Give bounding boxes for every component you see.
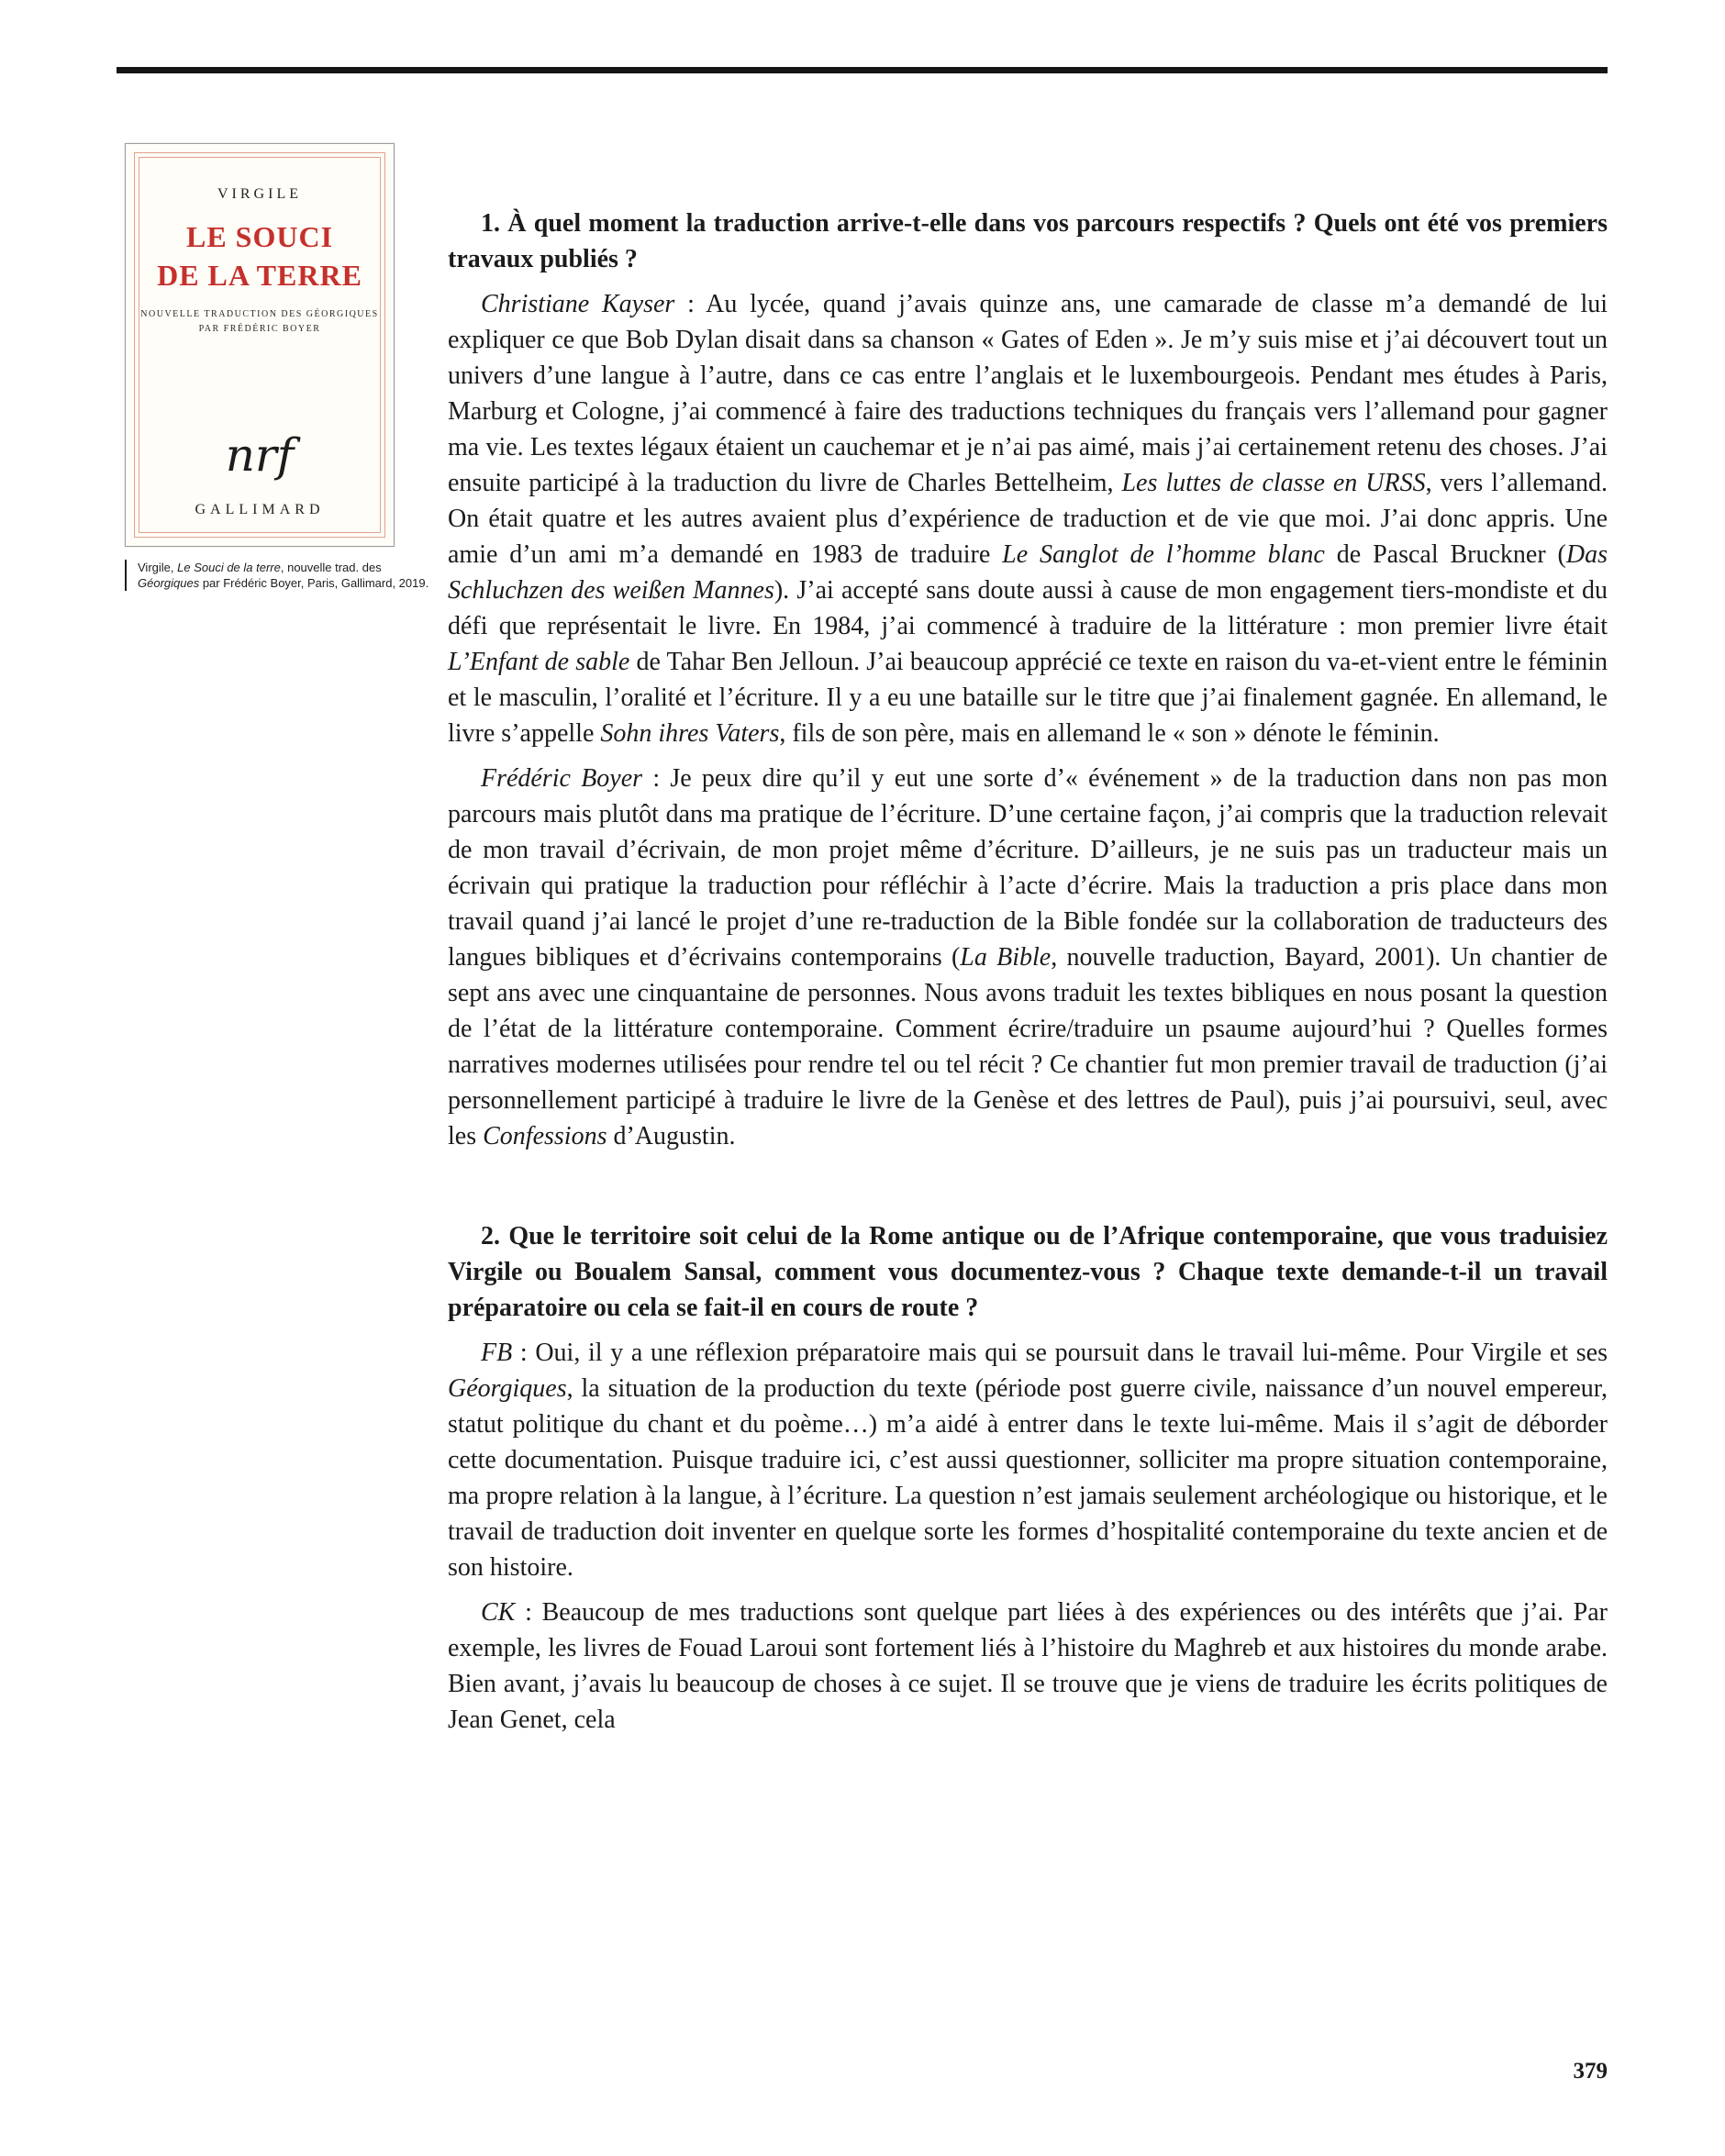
nrf-logo: nrf	[225, 428, 295, 482]
paragraph-kayser: Christiane Kayser : Au lycée, quand j’avais quinze ans, une camarade de classe m’a demandé de lui expliquer ce que Bob Dylan disait dans sa chanson « Gates of Eden ». Je m’y suis mise et j’ai découvert tout un univers d’une langue à l’autre, dans ce cas entre l’anglais et le luxembourgeois. Pendant mes études à Paris, Marburg et Cologne, j’ai commencé à faire des traductions techniques du français vers l’allemand pour gagner ma vie. Les textes légaux étaient un cauchemar et je n’ai pas aimé, mais j’ai certainement retenu des choses. J’ai ensuite participé à la traduction du livre de Charles Bettelheim, Les luttes de classe en URSS, vers l’allemand. On était quatre et les autres avaient plus d’expérience de traduction et de vie que moi. J’ai donc appris. Une amie d’un ami m’a demandé en 1983 de traduire Le Sanglot de l’homme blanc de Pascal Bruckner (Das Schluchzen des weißen Mannes). J’ai accepté sans doute aussi à cause de mon engagement tiers-mondiste et du défi que représentait le livre. En 1984, j’ai commencé à traduire de la littérature : mon premier livre était L’Enfant de sable de Tahar Ben Jelloun. J’ai beaucoup apprécié ce texte en raison du va-et-vient entre le féminin et le masculin, l’oralité et l’écriture. Il y a eu une bataille sur le titre que j’ai finalement gagnée. En allemand, le livre s’appelle Sohn ihres Vaters, fils de son père, mais en allemand le « son » dénote le féminin.	[448, 290, 1608, 748]
caption-rule	[125, 560, 127, 591]
question-1-heading: 1. À quel moment la traduction arrive-t-elle dans vos parcours respectifs ? Quels ont été vos premiers travaux publiés ?	[448, 209, 1608, 273]
section-2	[448, 1218, 1608, 1738]
cover-subtitle	[126, 307, 394, 337]
question-2-heading: 2. Que le territoire soit celui de la Rome antique ou de l’Afrique contemporaine, que vous traduisiez Virgile ou Boualem Sansal, comment vous documentez-vous ? Chaque texte demande-t-il un travail préparatoire ou cela se fait-il en cours de route ?	[448, 1222, 1608, 1322]
cover-title-line-2: DE LA TERRE	[157, 259, 362, 292]
page-number: 379	[1573, 2059, 1608, 2084]
cover-subtitle-line-1: NOUVELLE TRADUCTION DES GÉORGIQUES	[140, 309, 379, 319]
caption-text: Virgile, Le Souci de la terre, nouvelle trad. des Géorgiques par Frédéric Boyer, Paris, Gallimard, 2019.	[138, 561, 429, 590]
paragraph-ck: CK : Beaucoup de mes traductions sont quelque part liées à des expériences ou des intérêts que j’ai. Par exemple, les livres de Fouad Laroui sont fortement liés à l’histoire du Maghreb et aux histoires du monde arabe. Bien avant, j’avais lu beaucoup de choses à ce sujet. Il se trouve que je viens de traduire les écrits politiques de Jean Genet, cela	[448, 1598, 1608, 1734]
cover-subtitle-line-2: PAR FRÉDÉRIC BOYER	[198, 324, 321, 334]
publisher-label: GALLIMARD	[195, 502, 325, 517]
book-panel	[125, 143, 448, 591]
cover-author: VIRGILE	[217, 186, 302, 202]
section-1	[448, 206, 1608, 1154]
book-caption	[125, 560, 441, 591]
book-cover	[125, 143, 395, 547]
article-column	[448, 206, 1608, 1747]
cover-title	[126, 217, 394, 295]
paragraph-fb: FB : Oui, il y a une réflexion préparatoire mais qui se poursuit dans le travail lui-même. Pour Virgile et ses Géorgiques, la situation de la production du texte (période post guerre civile, naissance d’un nouvel empereur, statut politique du chant et du poème…) m’a aidé à entrer dans le texte lui-même. Mais il s’agit de déborder cette documentation. Puisque traduire ici, c’est aussi questionner, solliciter ma propre situation contemporaine, ma propre relation à la langue, à l’écriture. La question n’est jamais seulement archéologique ou historique, et le travail de traduction doit inventer en quelque sorte les formes d’hospitalité contemporaine du texte ancien et de son histoire.	[448, 1339, 1608, 1582]
cover-title-line-1: LE SOUCI	[185, 220, 334, 253]
top-rule	[117, 67, 1608, 73]
paragraph-boyer: Frédéric Boyer : Je peux dire qu’il y eut une sorte d’« événement » de la traduction dans non pas mon parcours mais plutôt dans ma pratique de l’écriture. D’une certaine façon, j’ai compris que la traduction relevait de mon travail d’écrivain, de mon projet même d’écriture. D’ailleurs, je ne suis pas un traducteur mais un écrivain qui pratique la traduction pour réfléchir à l’acte d’écrire. Mais la traduction a pris place dans mon travail quand j’ai lancé le projet d’une re-traduction de la Bible fondée sur la collaboration de traducteurs des langues bibliques et d’écrivains contemporains (La Bible, nouvelle traduction, Bayard, 2001). Un chantier de sept ans avec une cinquantaine de personnes. Nous avons traduit les textes bibliques en nous posant la question de l’état de la littérature contemporaine. Comment écrire/traduire un psaume aujourd’hui ? Quelles formes narratives modernes utilisées pour rendre tel ou tel récit ? Ce chantier fut mon premier travail de traduction (j’ai personnellement participé à traduire le livre de la Genèse et des lettres de Paul), puis j’ai poursuivi, seul, avec les Confessions d’Augustin.	[448, 764, 1608, 1150]
